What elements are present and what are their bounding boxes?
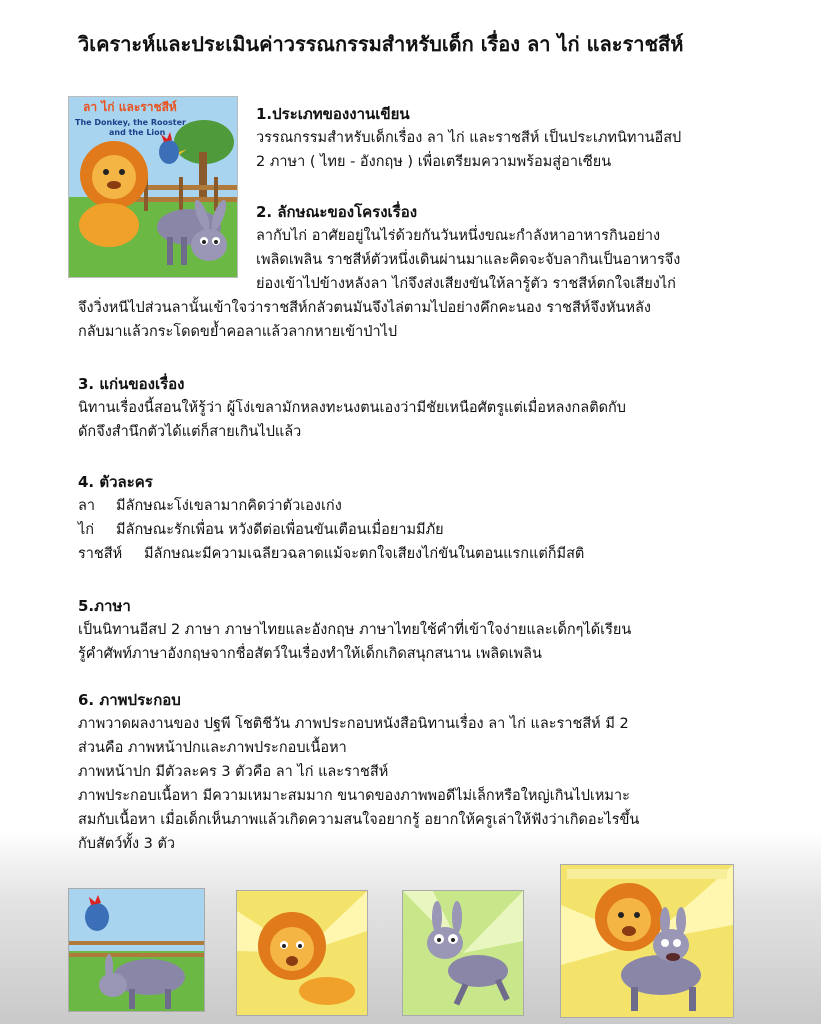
character-name: ราชสีห์ bbox=[78, 546, 123, 562]
section-illustrations bbox=[78, 688, 639, 856]
cover-english-title-1: The Donkey, the Rooster bbox=[75, 118, 186, 127]
illustration-donkey-rooster bbox=[68, 888, 205, 1012]
section-line: สมกับเนื้อหา เมื่อเด็กเห็นภาพแล้วเกิดความสนใจอยากรู้ อยากให้ครูเล่าให้ฟังว่าเกิดอะไรขึ้น bbox=[78, 812, 640, 828]
cover-thai-title: ลา ไก่ และราชสีห์ bbox=[83, 100, 177, 114]
cover-illustration bbox=[69, 97, 237, 277]
section-line: นิทานเรื่องนี้สอนให้รู้ว่า ผู้โง่เขลามักหลงทะนงตนเองว่ามีชัยเหนือศัตรูแต่เมื่อหลงกลติดกับ bbox=[78, 400, 627, 416]
section-language bbox=[78, 594, 631, 666]
illustration-donkey-running bbox=[402, 890, 524, 1016]
cover-english-title-2: and the Lion bbox=[109, 128, 166, 137]
section-line: เป็นนิทานอีสป 2 ภาษา ภาษาไทยและอังกฤษ ภาษาไทยใช้คำที่เข้าใจง่ายและเด็กๆได้เรียน bbox=[78, 622, 632, 638]
section-line: ภาพหน้าปก มีตัวละคร 3 ตัวคือ ลา ไก่ และราชสีห์ bbox=[78, 764, 389, 780]
illustration-lion-startled bbox=[236, 890, 368, 1016]
section-heading: 3. แก่นของเรื่อง bbox=[78, 375, 185, 393]
section-plot-heading-block bbox=[256, 200, 680, 296]
section-line: 2 ภาษา ( ไทย - อังกฤษ ) เพื่อเตรียมความพร้อมสู่อาเซียน bbox=[256, 154, 612, 170]
section-heading: 2. ลักษณะของโครงเรื่อง bbox=[256, 203, 418, 221]
book-cover-image bbox=[68, 96, 238, 278]
section-line: วรรณกรรมสำหรับเด็กเรื่อง ลา ไก่ และราชสีห์ เป็นประเภทนิทานอีสป bbox=[256, 130, 682, 146]
section-line: ส่วนคือ ภาพหน้าปกและภาพประกอบเนื้อหา bbox=[78, 740, 347, 756]
character-row bbox=[78, 518, 584, 542]
section-heading: 6. ภาพประกอบ bbox=[78, 691, 181, 709]
section-line: เพลิดเพลิน ราชสีห์ตัวหนึ่งเดินผ่านมาและคิดจะจับลากินเป็นอาหารจึง bbox=[256, 252, 681, 268]
section-heading: 5.ภาษา bbox=[78, 597, 131, 615]
section-line: ย่องเข้าไปข้างหลังลา ไก่จึงส่งเสียงขันให้ลารู้ตัว ราชสีห์ตกใจเสียงไก่ bbox=[256, 276, 676, 292]
section-line: ลากับไก่ อาศัยอยู่ในไร่ด้วยกันวันหนึ่งขณะกำลังหาอาหารกินอย่าง bbox=[256, 228, 661, 244]
character-description: มีลักษณะรักเพื่อน หวังดีต่อเพื่อนขันเตือนเมื่อยามมีภัย bbox=[116, 522, 444, 538]
character-description: มีลักษณะโง่เขลามากคิดว่าตัวเองเก่ง bbox=[116, 498, 342, 514]
character-description: มีลักษณะมีความเฉลียวฉลาดแม้จะตกใจเสียงไก่ขันในตอนแรกแต่ก็มีสติ bbox=[144, 546, 585, 562]
section-line: กับสัตว์ทั้ง 3 ตัว bbox=[78, 836, 176, 852]
section-line: ดักจึงสำนึกตัวได้แต่ก็สายเกินไปแล้ว bbox=[78, 424, 302, 440]
section-plot-continued bbox=[78, 296, 651, 344]
document-title: วิเคราะห์และประเมินค่าวรรณกรรมสำหรับเด็ก เรื่อง ลา ไก่ และราชสีห์ bbox=[78, 32, 684, 56]
character-name: ไก่ bbox=[78, 522, 95, 538]
section-line: ภาพวาดผลงานของ ปฐพี โชติชีวัน ภาพประกอบหนังสือนิทานเรื่อง ลา ไก่ และราชสีห์ มี 2 bbox=[78, 716, 629, 732]
illustration-lion-catches-donkey bbox=[560, 864, 734, 1018]
section-theme bbox=[78, 372, 626, 444]
section-characters bbox=[78, 470, 584, 566]
section-type-of-writing bbox=[256, 102, 681, 174]
character-row bbox=[78, 542, 584, 566]
section-line: ภาพประกอบเนื้อหา มีความเหมาะสมมาก ขนาดของภาพพอดีไม่เล็กหรือใหญ่เกินไปเหมาะ bbox=[78, 788, 630, 804]
character-name: ลา bbox=[78, 498, 96, 514]
character-row bbox=[78, 494, 584, 518]
section-line: รู้คำศัพท์ภาษาอังกฤษจากชื่อสัตว์ในเรื่องทำให้เด็กเกิดสนุกสนาน เพลิดเพลิน bbox=[78, 646, 542, 662]
section-heading: 1.ประเภทของงานเขียน bbox=[256, 105, 410, 123]
section-heading: 4. ตัวละคร bbox=[78, 473, 153, 491]
section-line: กลับมาแล้วกระโดดขย้ำคอลาแล้วลากหายเข้าป่าไป bbox=[78, 324, 398, 340]
section-line: จึงวิ่งหนีไปส่วนลานั้นเข้าใจว่าราชสีห์กลัวตนมันจึงไล่ตามไปอย่างคึกคะนอง ราชสีห์จึงหันหลัง bbox=[78, 300, 651, 316]
